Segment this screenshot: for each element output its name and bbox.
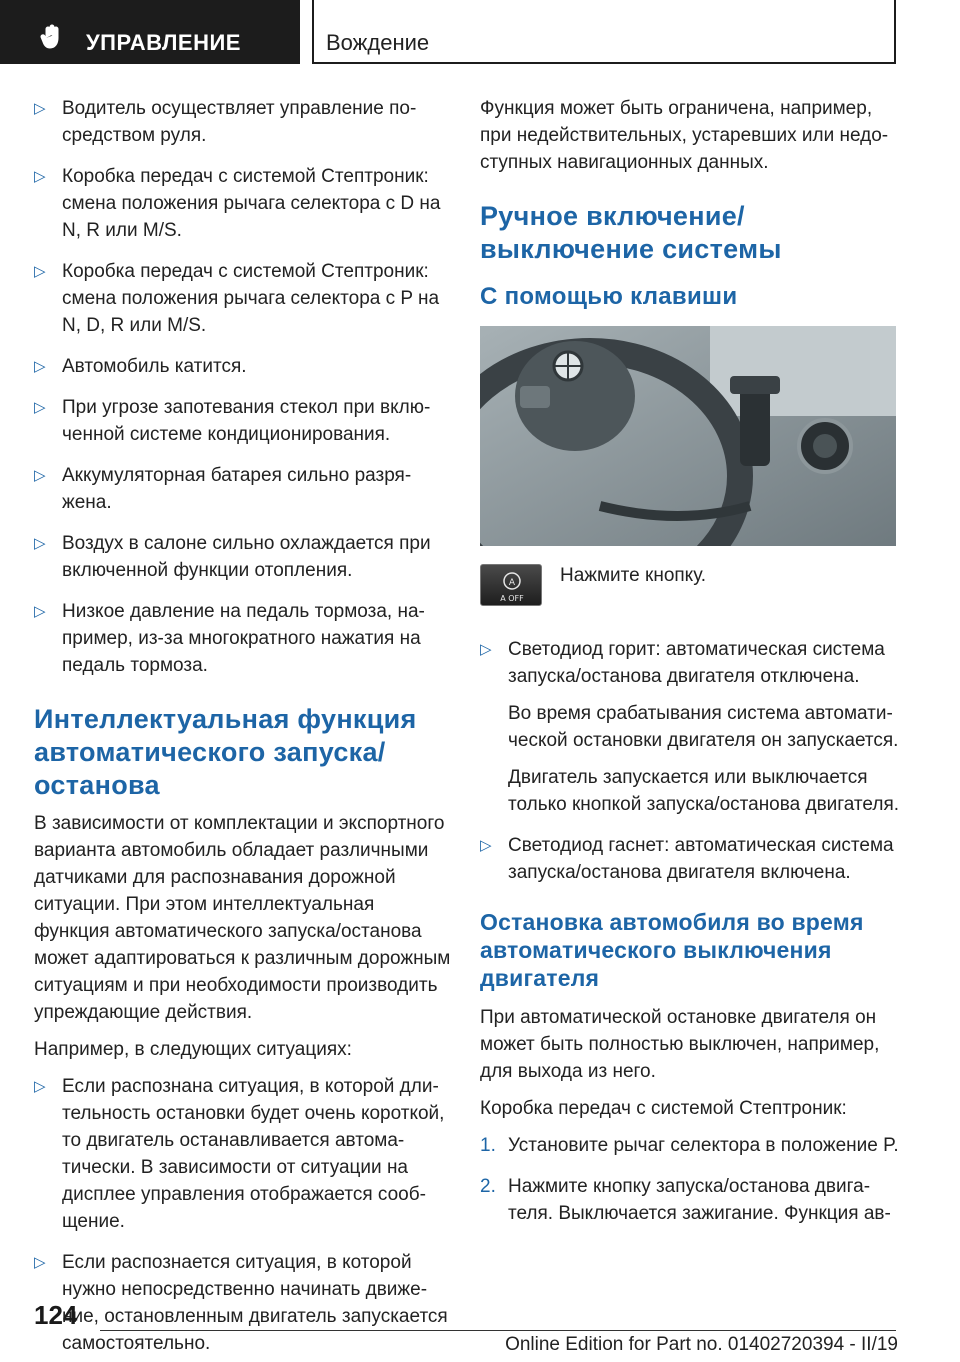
- step-text: Нажмите кнопку запуска/останова двигателя. Выключается зажигание. Функция ав-: [508, 1176, 891, 1224]
- bullet-triangle-icon: ▷: [34, 263, 46, 280]
- bullet-text: Светодиод гаснет: автоматическая система запуска/останова двигателя включена.: [508, 835, 894, 883]
- bullet-text: Низкое давление на педаль тормоза, например, из-за многократного нажатия на педаль тормоза.: [62, 601, 425, 676]
- bullet-text: Воздух в салоне сильно охлаждается при включенной функции отопления.: [62, 533, 431, 581]
- led-status-item: [480, 832, 900, 886]
- bullet-triangle-icon: ▷: [34, 1078, 46, 1095]
- subsection-title: Вождение: [326, 30, 430, 55]
- footer-divider: [100, 1330, 896, 1331]
- list-item: [34, 95, 452, 149]
- intro-paragraph: Функция может быть ограничена, например, при недействительных, устаревших или недоступных навигационных данных.: [480, 98, 889, 173]
- step-item: [480, 1173, 900, 1227]
- footer-edition: Online Edition for Part no. 01402720394 - II/19: [505, 1334, 898, 1355]
- led-status-item: [480, 636, 900, 818]
- heading-manual-toggle: Ручное включение/выключение системы: [480, 201, 782, 264]
- list-item: [34, 462, 452, 516]
- bullet-subtext: Во время срабатывания система автоматической остановки двигателя он запускается.: [508, 703, 899, 751]
- bullet-text: Если распознается ситуация, в которой нужно непосредственно начинать движение, остановленным двигатель запускается самостоятельно.: [62, 1252, 448, 1354]
- gearbox-label: Коробка передач с системой Стептроник:: [480, 1098, 847, 1119]
- bullet-triangle-icon: ▷: [34, 100, 46, 117]
- bullet-text: Аккумуляторная батарея сильно разряжена.: [62, 465, 412, 513]
- bullet-text: Коробка передач с системой Стептроник: смена положения рычага селектора с P на N, D, R или M/S.: [62, 261, 440, 336]
- bullet-subtext: Двигатель запускается или выключается только кнопкой запуска/останова двигателя.: [508, 767, 900, 815]
- bullet-text: Если распознана ситуация, в которой длительность остановки будет очень короткой, то двигатель останавливается автоматически. В зависимости от ситуации на дисплее управления отображается сообщение.: [62, 1076, 445, 1232]
- paragraph-sensors: В зависимости от комплектации и экспортного варианта автомобиль обладает различными датчиками для распознавания дорожной ситуации. При этом интеллектуальная функция автоматического запуска/останова может адаптироваться к различным дорожным ситуациям и при необходимости производить упреждающие действия.: [34, 813, 451, 1023]
- bullet-triangle-icon: ▷: [480, 641, 492, 658]
- auto-start-stop-off-icon: [480, 564, 542, 606]
- svg-text:A: A: [508, 578, 516, 588]
- stop-paragraph: При автоматической остановке двигателя он может быть полностью выключен, например, для выхода из него.: [480, 1007, 880, 1082]
- step-text: Установите рычаг селектора в положение P.: [508, 1135, 899, 1156]
- list-item: [34, 598, 452, 679]
- button-caption: Нажмите кнопку.: [560, 565, 707, 586]
- list-item: [34, 163, 452, 244]
- steering-hand-icon: [40, 24, 64, 50]
- step-item: [480, 1132, 900, 1159]
- bullet-text: Коробка передач с системой Стептроник: смена положения рычага селектора с D на N, R или M/S.: [62, 166, 441, 241]
- bullet-triangle-icon: ▷: [480, 837, 492, 854]
- step-number: 1.: [480, 1135, 496, 1156]
- bullet-text: Водитель осуществляет управление посредством руля.: [62, 98, 417, 146]
- bullet-triangle-icon: ▷: [34, 467, 46, 484]
- button-row: [480, 562, 900, 628]
- heading-intelligent-start-stop: Интеллектуальная функция автоматического запуска/останова: [34, 704, 417, 800]
- bullet-triangle-icon: ▷: [34, 603, 46, 620]
- step-number: 2.: [480, 1176, 496, 1197]
- list-item: [34, 530, 452, 584]
- steering-wheel-photo: [480, 326, 896, 546]
- list-item: [34, 1073, 452, 1235]
- right-column: [480, 95, 900, 1241]
- left-column: [34, 95, 452, 1362]
- list-item: [34, 258, 452, 339]
- bullet-text: Светодиод горит: автоматическая система запуска/останова двигателя отключена.: [508, 639, 885, 687]
- bullet-triangle-icon: ▷: [34, 168, 46, 185]
- list-item: [34, 394, 452, 448]
- section-title: УПРАВЛЕНИЕ: [86, 30, 241, 55]
- heading-with-button: С помощью клавиши: [480, 283, 738, 310]
- page-number: 124: [34, 1300, 78, 1330]
- bullet-text: Автомобиль катится.: [62, 356, 247, 377]
- bullet-triangle-icon: ▷: [34, 535, 46, 552]
- bullet-triangle-icon: ▷: [34, 358, 46, 375]
- bullet-triangle-icon: ▷: [34, 399, 46, 416]
- bullet-triangle-icon: ▷: [34, 1254, 46, 1271]
- bullet-text: При угрозе запотевания стекол при включенной системе кондиционирования.: [62, 397, 431, 445]
- button-label: A OFF: [500, 594, 524, 603]
- header-section-tab: [0, 0, 300, 64]
- heading-vehicle-stop: Остановка автомобиля во время автоматического выключения двигателя: [480, 909, 864, 991]
- list-item: [34, 353, 452, 380]
- list-item: [34, 1249, 452, 1357]
- example-intro: Например, в следующих ситуациях:: [34, 1039, 352, 1060]
